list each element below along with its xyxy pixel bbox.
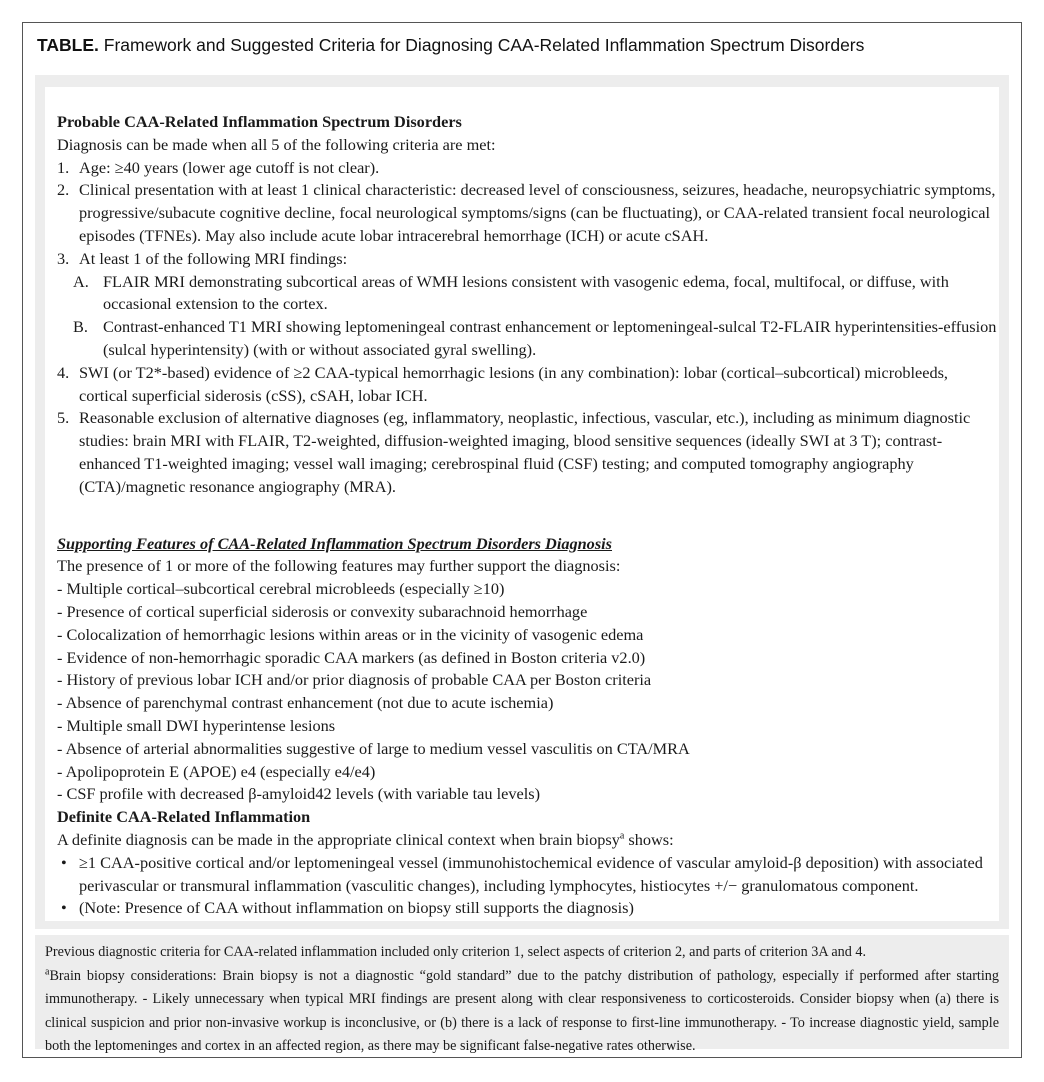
definite-criteria-list [57, 852, 999, 920]
criterion-2 [57, 179, 999, 247]
criterion-number: 1. [57, 157, 70, 177]
definite-intro-end: shows: [624, 829, 674, 849]
supporting-intro: The presence of 1 or more of the following features may further support the diagnosis: [57, 556, 621, 576]
subcriterion-letter: A. [73, 271, 89, 291]
criterion-5 [57, 407, 999, 498]
table-title [37, 35, 864, 56]
table-label: TABLE. [37, 35, 99, 55]
criterion-text: SWI (or T2*-based) evidence of ≥2 CAA-typical hemorrhagic lesions (in any combination): lobar (cortical–subcortical) microbleeds, cortical superficial siderosis (cSS), cSAH, lobar ICH. [79, 362, 948, 405]
criterion-text: At least 1 of the following MRI findings: [79, 248, 348, 268]
supporting-features-list [57, 578, 999, 806]
criterion-text: Age: ≥40 years (lower age cutoff is not clear). [79, 157, 380, 177]
probable-intro: Diagnosis can be made when all 5 of the following criteria are met: [57, 134, 496, 154]
table-body [45, 87, 999, 921]
criterion-text: Reasonable exclusion of alternative diagnoses (eg, inflammatory, neoplastic, infectious, vascular, etc.), including as minimum diagnostic studies: brain MRI with FLAIR, T2-weighted, diffusion-weighted imaging, blood sensitive sequences (ideally SWI at 3 T); contrast-enhanced T1-weighted imaging; vessel wall imaging; cerebrospinal fluid (CSF) testing; and computed tomography angiography (CTA)/magnetic resonance angiography (MRA). [79, 408, 971, 496]
supporting-feature: - Apolipoprotein E (APOE) e4 (especially e4/e4) [57, 761, 376, 781]
supporting-feature: - Multiple cortical–subcortical cerebral microbleeds (especially ≥10) [57, 579, 505, 599]
subcriterion-text: Contrast-enhanced T1 MRI showing leptomeningeal contrast enhancement or leptomeningeal-sulcal T2-FLAIR hyperintensities-effusion (sulcal hyperintensity) (with or without associated gyral swelling). [103, 317, 997, 359]
criterion-3b [73, 316, 999, 362]
bullet-text: (Note: Presence of CAA without inflammation on biopsy still supports the diagnosis) [79, 898, 634, 918]
supporting-feature: - Presence of cortical superficial siderosis or convexity subarachnoid hemorrhage [57, 601, 588, 621]
criterion-3a [73, 271, 999, 317]
criterion-number: 5. [57, 408, 70, 428]
table-title-text: Framework and Suggested Criteria for Diagnosing CAA-Related Inflammation Spectrum Disorders [103, 35, 865, 55]
mri-findings-list [57, 271, 999, 362]
supporting-feature: - Multiple small DWI hyperintense lesions [57, 715, 336, 735]
definite-bullet [57, 852, 999, 898]
footnote-marker: a [619, 830, 625, 842]
definite-heading: Definite CAA-Related Inflammation [57, 807, 311, 827]
criterion-1 [57, 157, 999, 180]
table-body-panel [35, 75, 1009, 929]
footnote-marker: a [45, 965, 50, 977]
criterion-number: 3. [57, 248, 70, 268]
bullet-text: ≥1 CAA-positive cortical and/or leptomeningeal vessel (immunohistochemical evidence of vascular amyloid-β deposition) with associated perivascular or transmural inflammation (vasculitic changes), including lymphocytes, histiocytes +/− granulomatous component. [79, 852, 983, 895]
bullet-mark: • [61, 852, 67, 872]
supporting-heading: Supporting Features of CAA-Related Inflammation Spectrum Disorders Diagnosis [57, 533, 613, 553]
criterion-4 [57, 362, 999, 408]
criterion-number: 2. [57, 180, 70, 200]
supporting-feature: - Absence of arterial abnormalities suggestive of large to medium vessel vasculitis on CTA/MRA [57, 738, 690, 758]
bullet-mark: • [61, 898, 67, 918]
definite-intro-text: A definite diagnosis can be made in the appropriate clinical context when brain biopsy [57, 829, 620, 849]
footnote-biopsy [45, 965, 999, 1059]
supporting-feature: - Evidence of non-hemorrhagic sporadic CAA markers (as defined in Boston criteria v2.0) [57, 647, 646, 667]
supporting-feature: - Absence of parenchymal contrast enhancement (not due to acute ischemia) [57, 693, 554, 713]
probable-heading: Probable CAA-Related Inflammation Spectrum Disorders [57, 112, 462, 131]
table-frame [22, 22, 1022, 1058]
definite-intro [57, 829, 999, 852]
criterion-number: 4. [57, 362, 70, 382]
criteria-list [57, 157, 999, 499]
definite-bullet [57, 897, 999, 920]
table-footnotes [35, 935, 1009, 1054]
supporting-feature: - History of previous lobar ICH and/or prior diagnosis of probable CAA per Boston criteria [57, 670, 652, 690]
criterion-3 [57, 248, 999, 271]
criterion-text: Clinical presentation with at least 1 clinical characteristic: decreased level of consciousness, seizures, headache, neuropsychiatric symptoms, progressive/subacute cognitive decline, focal neurological symptoms/signs (can be fluctuating), or CAA-related transient focal neurological episodes (TFNEs). May also include acute lobar intracerebral hemorrhage (ICH) or acute cSAH. [79, 180, 996, 245]
footnote-biopsy-text: Brain biopsy considerations: Brain biopsy is not a diagnostic “gold standard” due to the patchy distribution of pathology, especially if performed after starting immunotherapy. - Likely unnecessary when typical MRI findings are present along with clear responsiveness to corticosteroids. Consider biopsy when (a) there is clinical suspicion and prior non-invasive workup is inconclusive, or (b) there is a lack of response to first-line immunotherapy. - To increase diagnostic yield, sample both the leptomeninges and cortex in an affected region, as there may be significant false-negative rates otherwise. [45, 967, 999, 1054]
subcriterion-text: FLAIR MRI demonstrating subcortical areas of WMH lesions consistent with vasogenic edema, focal, multifocal, or diffuse, with occasional extension to the cortex. [103, 271, 949, 314]
supporting-feature: - CSF profile with decreased β-amyloid42 levels (with variable tau levels) [57, 784, 541, 804]
footnote-previous-criteria: Previous diagnostic criteria for CAA-related inflammation included only criterion 1, select aspects of criterion 2, and parts of criterion 3A and 4. [45, 944, 867, 960]
subcriterion-letter: B. [73, 317, 88, 337]
criterion-3-subitems [57, 271, 999, 362]
supporting-feature: - Colocalization of hemorrhagic lesions within areas or in the vicinity of vasogenic edema [57, 624, 644, 644]
